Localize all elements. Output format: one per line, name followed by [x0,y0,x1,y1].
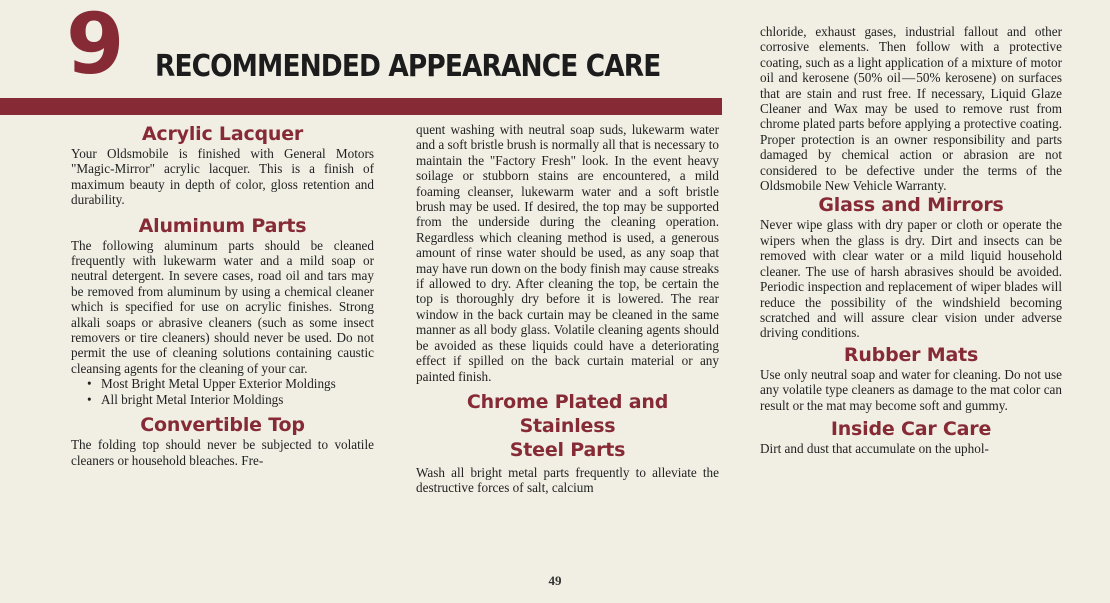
convertible-top-text-cont: quent washing with neutral soap suds, lukewarm water and a soft bristle brush is normally all that is necessary to maintain the "Factory Fresh" look. In the event heavy soilage or stubborn stains are encountered, a mild foaming cleanser, lukewarm water and a soft bristle brush may be used. If desired, the top may be supported from the underside during the cleaning operation. Regardless which cleaning method is used, a generous amount of rinse water should be used, as any soap that may have run down on the body finish may cause streaks if allowed to dry. After cleaning the top, be certain the top is thoroughly dry before it is lowered. The rear window in the back curtain may be cleaned in the same manner as all body glass. Volatile cleaning agents should be avoided as these liquids could have a deteriorating effect if spilled on the back curtain material or any painted finish. [416,122,719,384]
list-item: • Most Bright Metal Upper Exterior Moldings [87,376,374,391]
header-rule [0,98,722,115]
heading-inside-car-care: Inside Car Care [830,417,992,440]
chrome-plated-text-start: Wash all bright metal parts frequently to alleviate the destructive forces of salt, calcium [416,464,719,496]
page-number: 49 [548,573,562,588]
inside-car-care-text: Dirt and dust that accumulate on the uphol- [760,440,989,456]
column-2 [416,122,719,496]
glass-mirrors-text: Never wipe glass with dry paper or cloth or operate the wipers when the glass is dry. Dirt and insects can be removed with clear water or a mild liquid household cleaner. The use of harsh abrasives should be avoided. Periodic inspection and replacement of wiper blades will reduce the possibility of the windshield becoming scratched and will assure clear vision under adverse driving conditions. [760,217,1062,341]
chapter-number: 9 [66,0,123,93]
column-1 [71,122,374,468]
acrylic-lacquer-text: Your Oldsmobile is finished with General Motors "Magic-Mirror" acrylic lacquer. This is a finish of maximum beauty in depth of color, gloss retention and durability. [71,146,374,208]
heading-acrylic-lacquer: Acrylic Lacquer [141,123,304,145]
column-3 [760,24,1062,456]
chrome-plated-text-cont: chloride, exhaust gases, industrial fallout and other corrosive elements. Then follow with a protective coating, such as a light application of a mixture of motor oil and kerosene (50% oil — 50% kerosene) on surfaces that are stain and rust free. If necessary, Liquid Glaze Cleaner and Wax may be used to remove rust from chrome plated parts before applying a protective coating. Proper protection is an owner responsibility and parts damaged by chemical action or abrasion are not considered to be defective under the terms of the Oldsmobile New Vehicle Warranty. [760,24,1062,194]
heading-convertible-top: Convertible Top [140,414,305,437]
rubber-mats-text: Use only neutral soap and water for cleaning. Do not use any volatile type cleaners as damage to the mat color can result or the mat may become soft and gummy. [760,366,1062,413]
heading-chrome-plated-line1: Chrome Plated and Stainless [466,390,669,437]
heading-glass-mirrors: Glass and Mirrors [818,194,1004,217]
heading-aluminum-parts: Aluminum Parts [138,214,307,237]
aluminum-parts-list [71,376,374,407]
convertible-top-text-start: The folding top should never be subjected to volatile cleaners or household bleaches. Fre- [71,437,374,468]
list-item: • All bright Metal Interior Moldings [87,392,374,407]
chapter-title: RECOMMENDED APPEARANCE CARE [155,49,661,84]
heading-chrome-plated-line2: Steel Parts [509,438,626,461]
heading-rubber-mats: Rubber Mats [843,343,979,366]
aluminum-parts-text: The following aluminum parts should be cleaned frequently with lukewarm water and a mild soap or neutral detergent. In severe cases, road oil and tars may be removed from aluminum by using a chemical cleaner which is specified for use on acrylic finishes. Strong alkali soaps or abrasive cleaners (such as some insect removers or tire cleaners) should never be used. Do not permit the use of cleaning solutions containing caustic cleansing agents for the cleaning of your car. [71,237,374,376]
